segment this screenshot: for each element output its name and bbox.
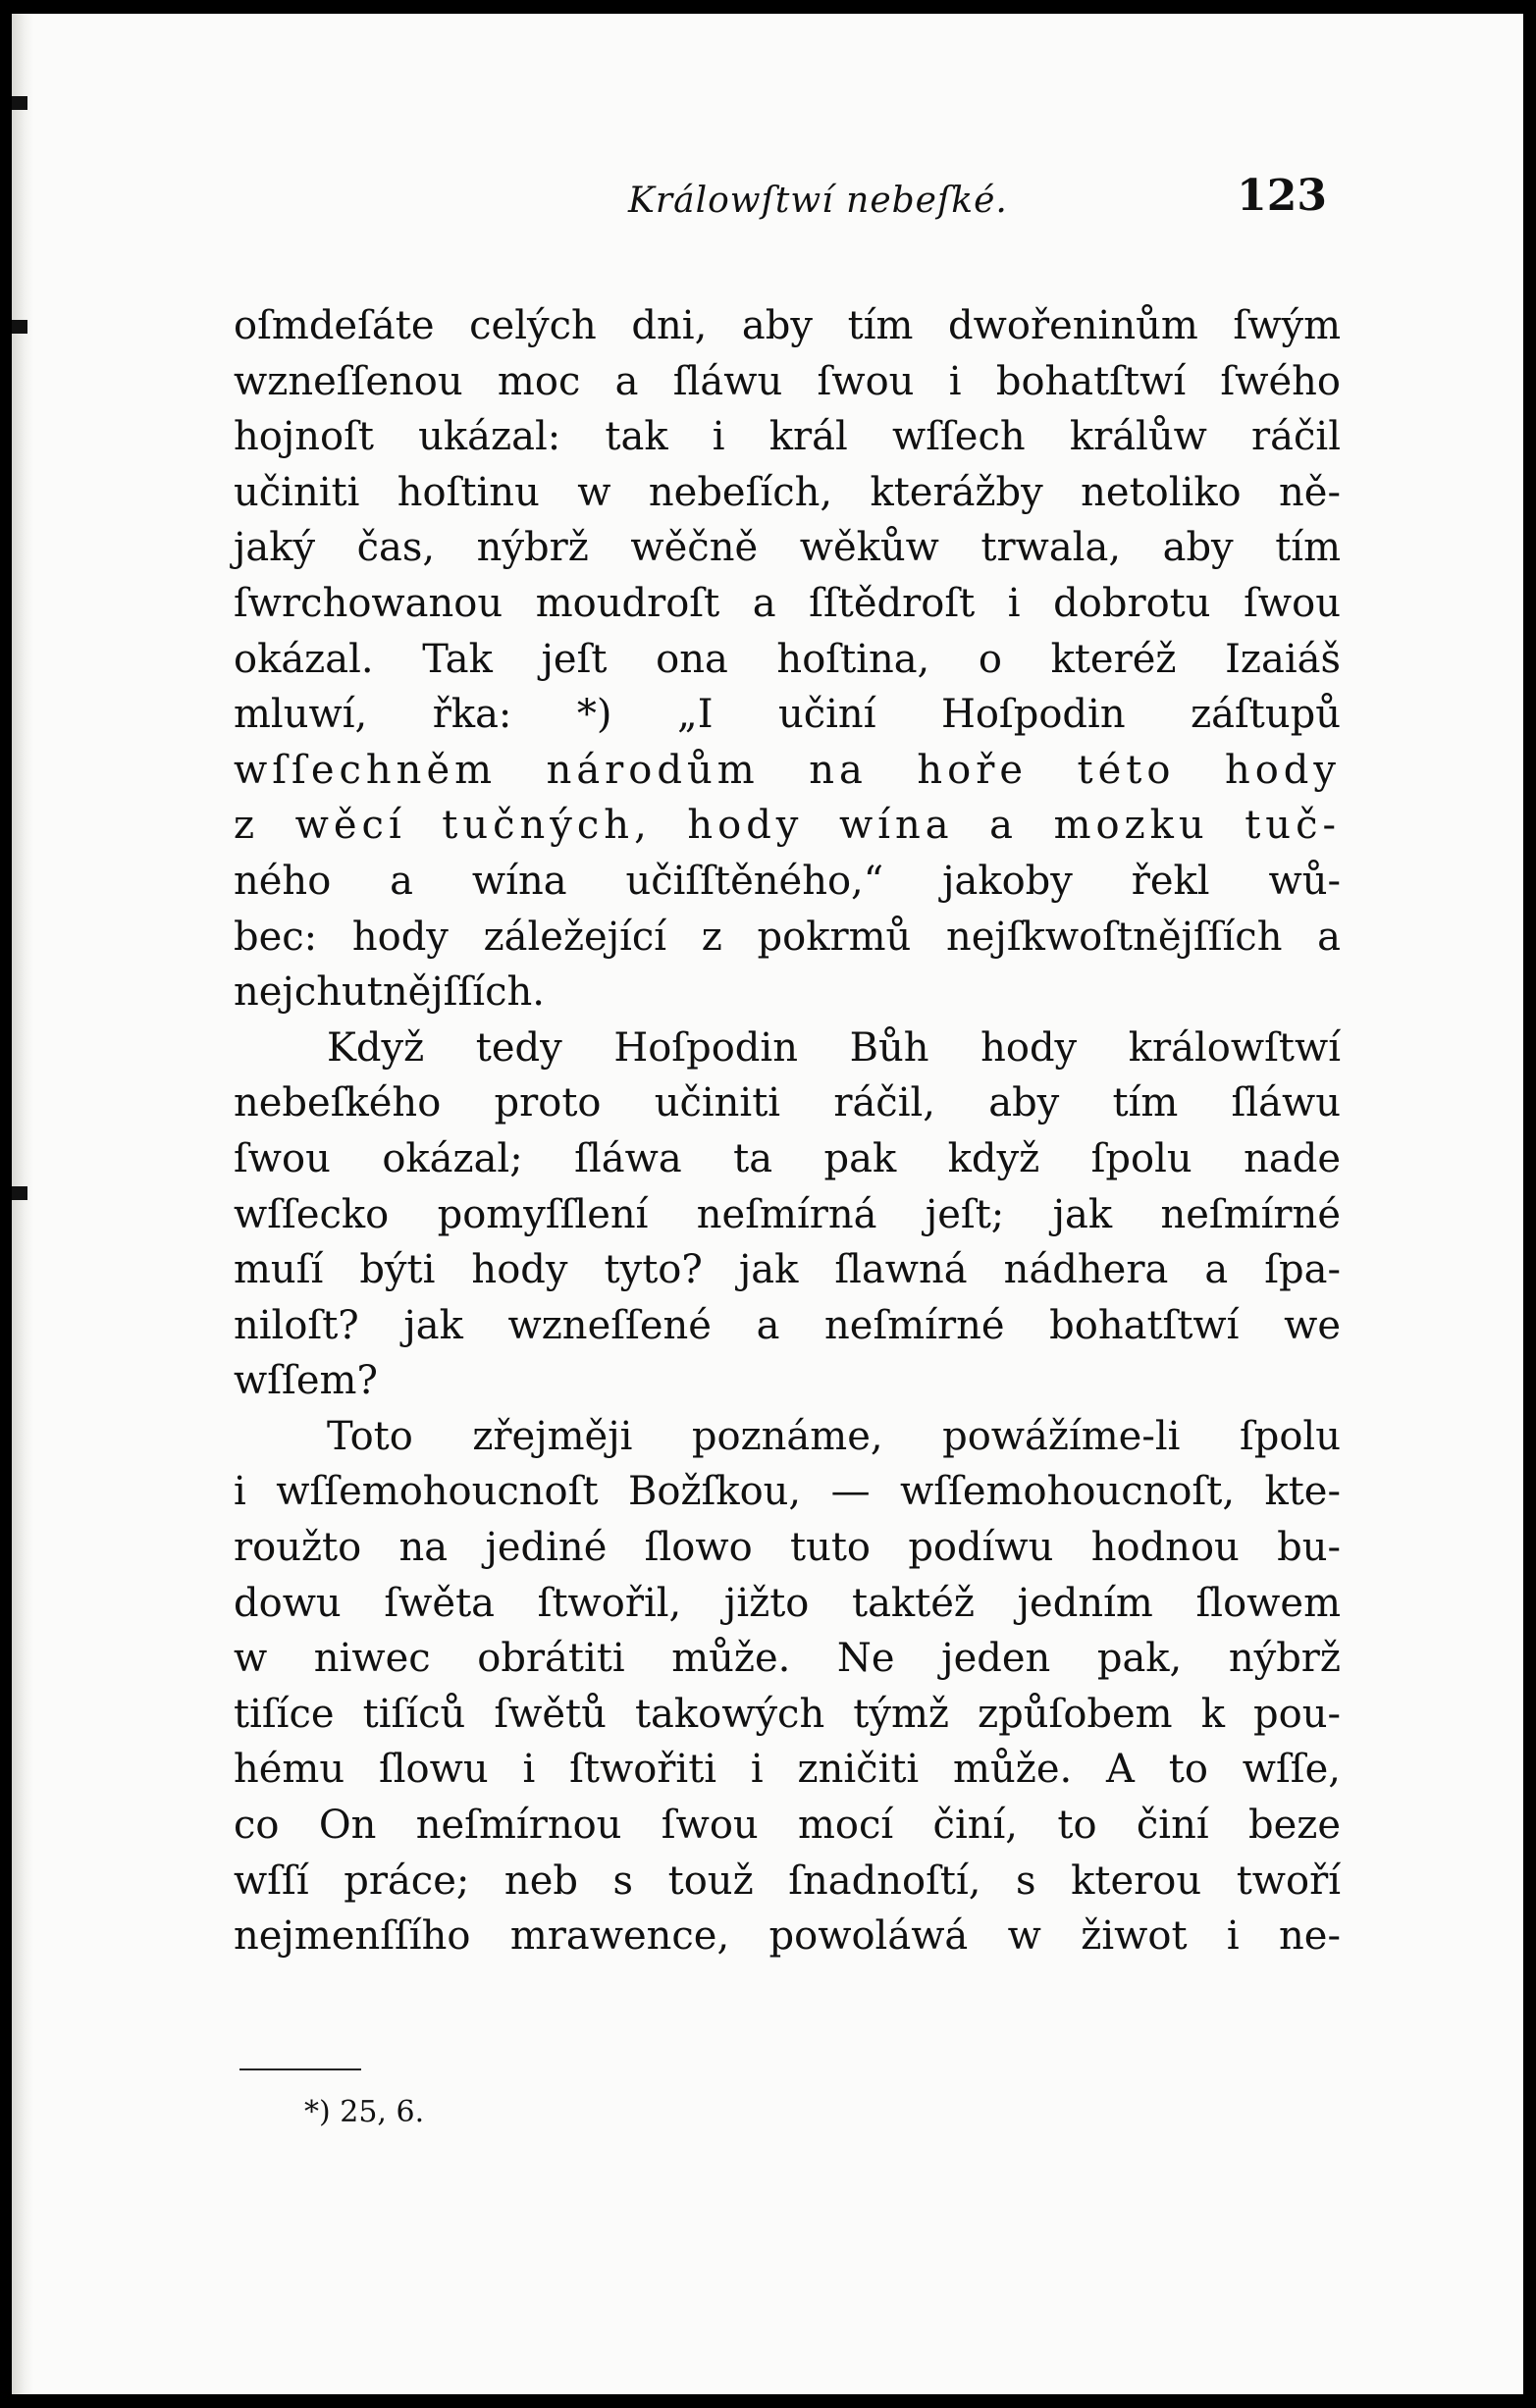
text-line: Když tedy Hoſpodin Bůh hody králowſtwí <box>327 1024 1341 1071</box>
text-line: co On neſmírnou ſwou mocí činí, to činí beze <box>234 1803 1341 1849</box>
text-line: w niwec obrátiti může. Ne jeden pak, nýbrž <box>234 1636 1341 1682</box>
text-line: oſmdeſáte celých dni, aby tím dwořeninům ſwým <box>234 303 1341 348</box>
footnote-rule <box>239 2068 361 2070</box>
book-page <box>12 14 1523 2394</box>
text-line: niloſt? jak wzneſſené a neſmírné bohatſtwí we <box>234 1302 1341 1348</box>
text-line: roužto na jediné ſlowo tuto podíwu hodnou bu- <box>234 1525 1341 1571</box>
text-line: hojnoſt ukázal: tak i král wſſech králůw ráčil <box>234 414 1341 460</box>
paragraph <box>234 1409 1341 1964</box>
margin-mark <box>12 320 27 334</box>
text-line: mluwí, řka: *) „I učiní Hoſpodin záſtupů <box>234 692 1341 738</box>
margin-mark <box>12 1186 27 1200</box>
text-line: ného a wína učiſſtěného,“ jakoby řekl wů- <box>234 858 1341 904</box>
text-line: Toto zřejměji poznáme, powážíme-li ſpolu <box>327 1413 1341 1459</box>
text-line: tiſíce tiſíců ſwětů takowých týmž způſobem k pou- <box>234 1691 1341 1737</box>
text-line: učiniti hoſtinu w nebeſích, kterážby netoliko ně- <box>234 469 1341 515</box>
page-number: 123 <box>1237 171 1327 221</box>
binding-edge <box>12 14 33 2394</box>
text-line: nebeſkého proto učiniti ráčil, aby tím ſláwu <box>234 1080 1341 1126</box>
text-line: hému ſlowu i ſtwořiti i zničiti může. A to wſſe, <box>234 1747 1341 1793</box>
margin-mark <box>12 96 27 110</box>
running-title: Králowſtwí nebeſké. <box>628 181 1008 221</box>
text-line: wſſí práce; neb s touž ſnadnoſtí, s kterou twoří <box>234 1858 1341 1904</box>
text-line: muſí býti hody tyto? jak ſlawná nádhera a ſpa- <box>234 1247 1341 1293</box>
text-line: wſſem? <box>234 1358 378 1404</box>
body-text <box>234 298 1341 1964</box>
text-line: nejchutnějſſích. <box>234 969 545 1016</box>
footnote: *) 25, 6. <box>304 2095 425 2129</box>
text-line: dowu ſwěta ſtwořil, jižto taktéž jedním ſlowem <box>234 1580 1341 1626</box>
paragraph <box>234 298 1341 1021</box>
text-line: wſſecko pomyſſlení neſmírná jeſt; jak neſmírné <box>234 1191 1341 1237</box>
text-line: wſſechněm národům na hoře této hody <box>234 747 1341 793</box>
text-line: ſwou okázal; ſláwa ta pak když ſpolu nade <box>234 1135 1341 1181</box>
text-line: ſwrchowanou moudroſt a ſſtědroſt i dobrotu ſwou <box>234 580 1341 626</box>
paragraph <box>234 1021 1341 1409</box>
text-line: bec: hody záležející z pokrmů nejſkwoſtnějſſích a <box>234 914 1341 960</box>
text-line: i wſſemohoucnoſt Božſkou, — wſſemohoucnoſt, kte- <box>234 1469 1341 1515</box>
text-line: jaký čas, nýbrž wěčně wěkůw trwala, aby tím <box>234 525 1341 571</box>
text-line: z wěcí tučných, hody wína a mozku tuč- <box>234 803 1341 849</box>
text-line: wzneſſenou moc a ſláwu ſwou i bohatſtwí ſwého <box>234 358 1341 404</box>
text-line: okázal. Tak jeſt ona hoſtina, o kteréž Izaiáš <box>234 636 1341 682</box>
text-line: nejmenſſího mrawence, powoláwá w žiwot i ne- <box>234 1913 1341 1960</box>
